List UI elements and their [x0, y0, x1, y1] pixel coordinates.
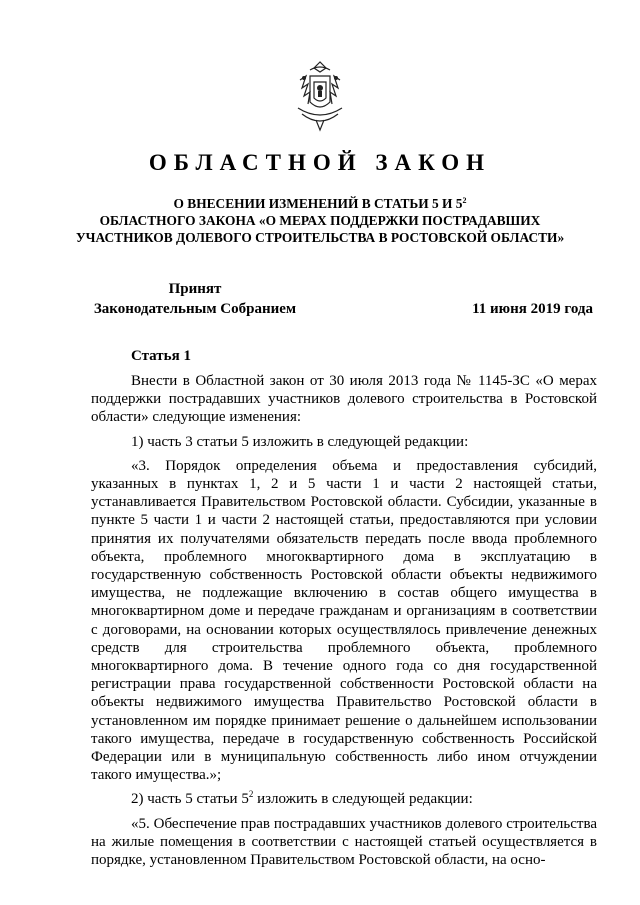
- document-heading: ОБЛАСТНОЙ ЗАКОН: [148, 150, 492, 175]
- paragraph-item-1: 1) часть 3 статьи 5 изложить в следующей редакции:: [131, 433, 469, 450]
- paragraph-part-3: «3. Порядок определения объема и предоставления субсидий, указанных в пунктах 1, 2 и 5 части 1 и части 2 настоящей статьи, устанавливается Правительством Ростовской области. Субсидии, указанные в пункте 5 части 1 и части 2 настоящей статьи, предоставляются при условии принятия их получателями обязательств передать после ввода проблемного объекта, проблемного многоквартирного дома в эксплуатацию в государственную собственность Ростовской области объекты недвижимого имущества, не подлежащие включению в состав общего имущества в многоквартирном доме и передаче гражданам и организациям в соответствии с договорами, на основании которых осуществлялось привлечение денежных средств для строительства проблемного объекта, проблемного многоквартирного дома. В течение одного года со дня государственной регистрации права государственной собственности Ростовской области на объекты недвижимого имущества Правительство Ростовской области в установленном им порядке принимает решение о дальнейшем использовании такого имущества, передаче в государственную собственность Российской Федерации или в муниципальную собственность либо ином отчуждении такого имущества.»;: [91, 457, 597, 784]
- adopted-by-block: [90, 279, 300, 319]
- subtitle-line-2: ОБЛАСТНОГО ЗАКОНА «О МЕРАХ ПОДДЕРЖКИ ПОСТРАДАВШИХ: [99, 213, 541, 228]
- article-body: [91, 372, 597, 875]
- adopted-body: Законодательным Собранием: [93, 301, 297, 317]
- subtitle-line-1: О ВНЕСЕНИИ ИЗМЕНЕНИЙ В СТАТЬИ 5 И $5^2$: [173, 196, 467, 211]
- paragraph-part-5: «5. Обеспечение прав пострадавших участников долевого строительства на жилые помещения в соответствии с настоящей статьей осуществляется в порядке, установленном Правительством Ростовской области, на осно-: [91, 815, 597, 869]
- law-subtitle: [40, 195, 600, 246]
- subtitle-line-3: УЧАСТНИКОВ ДОЛЕВОГО СТРОИТЕЛЬСТВА В РОСТОВСКОЙ ОБЛАСТИ»: [75, 230, 565, 245]
- article-superscript: 2: [248, 789, 254, 800]
- adoption-date: 11 июня 2019 года: [472, 301, 593, 317]
- coat-of-arms-emblem: [290, 58, 350, 134]
- adopted-label: Принят: [168, 281, 222, 297]
- article-title: Статья 1: [131, 348, 191, 364]
- subtitle-superscript: 2: [462, 196, 467, 205]
- paragraph-item-2: 2) часть 5 статьи $5^2$ изложить в следующей редакции:: [131, 789, 473, 808]
- paragraph-intro: Внести в Областной закон от 30 июля 2013 года № 1145-ЗС «О мерах поддержки пострадавших участников долевого строительства в Ростовской области» следующие изменения:: [91, 373, 597, 426]
